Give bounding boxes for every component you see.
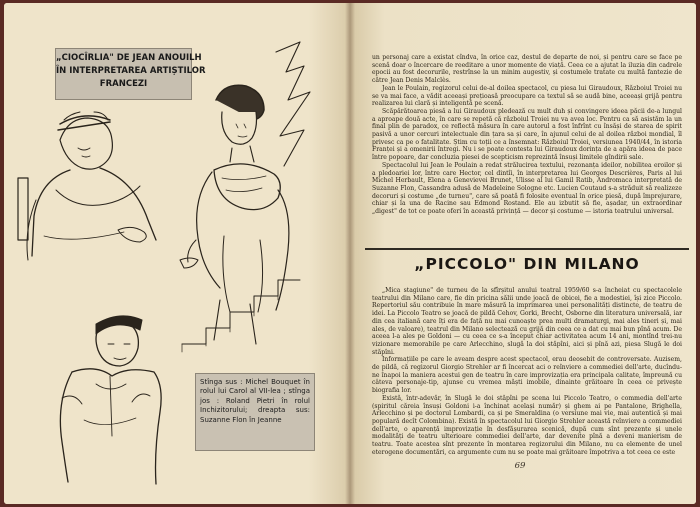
- sketch-carol-figure: [18, 112, 156, 260]
- title-line-3: FRANCEZI: [99, 79, 148, 89]
- illustration-title-box: [55, 48, 206, 100]
- page-number: 69: [514, 461, 526, 471]
- paragraph: un personaj care a existat cîndva, în orice caz, destul de departe de noi, și pentru care se face pe scenă doar o încercare de reeditare a unor momente de viață. Ceea ce a ajutat la iluzia din cadrele epocii au fost decorurile, restrînse la un minim augestiv, și costumele tratate cu multă fantezie de către Jean Denis Malclès.: [372, 54, 682, 85]
- sketch-jeanne-figure: [180, 42, 310, 352]
- sketch-inquisitor-figure: [60, 316, 161, 484]
- section-heading: „PICCOLO" DIN MILANO: [414, 255, 640, 273]
- title-line-1: „CIOCÎRLIA" DE JEAN ANOUILH: [56, 53, 202, 63]
- section-divider: [365, 248, 689, 250]
- paragraph: „Mica stagiune" de turneu de la sfîrșitul anului teatral 1959/60 s-a încheiat cu spectacolele teatrului din Milano care, fie din pricina sălii unde joacă de obicei, fie a modestiei, își zice Piccolo. Repertoriul său contribuie în mare măsură la imprimarea unei personalități distincte, de teatru de idei. La Piccolo Teatro se joacă de pildă Cehov, Gorki, Brecht, Osborne din literatura universală, iar din cea italiană care îți era de față nu mai cunoaște prea multi dramaturgi, mai ales tineri și, mai ales, de valoare), teatrul din Milano selectează cu grijă din ceea ce a dat cu mai bun pînă acum. De aceea l-a ales pe Goldoni — cu ceea ce s-a început chiar activitatea acum 14 ani, montînd trei-nu vizionare memorabile pe care Arlecchino, slugă la doi stăpîni, aici și pînă azi, piesa Slugă le doi stăpîni.: [372, 287, 682, 356]
- paragraph: Informațiile pe care le aveam despre acest spectacol, erau deosebit de controversate. Auzisem, de pildă, că regizorul Giorgio Strehler ar fi încercat aci o reînviere a commediei dell'arte, ducîndu-ne înapoi la maniera acestui gen de teatru în care improvizația era principala calitate, împreună cu câteva personaje-tip, ajunse cu vremea măști imobile, dinainte grăitoare în ceea ce privește biografia lor.: [372, 356, 682, 395]
- paragraph: Jean le Poulain, regizorul celui de-al doilea spectacol, cu piesa lui Giraudoux, Războiul Troiei nu se va mai face, a vădit aceeași prețioasă preocupare ca textul să se audă bine, aceeași grijă pentru realizarea lui clară și inteligentă pe scenă.: [372, 84, 682, 108]
- paragraph: Scăpărătoarea piesă a lui Giraudoux pledează cu mult duh și convingere ideea păcii de-a lungul a aproape două acte, în care se repetă că războiul Troiei nu va avea loc. Pentru ca să asistăm la un final plin de paradox, ce reflectă măsura în care autorul a fost înfrînt cu însăși de starea de spirit pasivă a unor cercuri intelectuale din țara sa și care, în ajunul celui de al doilea război mondial, îl privesc ca pe o fatalitate. Știm cu toții ce a însemnat: Războiul Troiei, versiunea 1940/44, în istoria Franței și a omenirii întregi. Nu i se poate contesta lui Giraudoux dorința de a apăra ideea de pace între popoare, dar concluzia piesei de scepticism reprezintă însuși limitele gîndirii sale.: [372, 107, 682, 162]
- paragraph: Există, într-adevăr, în Slugă le doi stăpîni pe scena lui Piccolo Teatro, o commedia dell'arte (spiritul căreia însuși Goldoni i-a închinat același număr) și ghem ai pe Pantalone, Brighella, Arlecchino și pe doctorul Lombardi, ca și pe Smeraldina (o versiune mai vie, mai autentică și mai populară decît Colombina). Există în spectacolul lui Giorgio Strehler această reînviere a commediei dell'arte, o aparență improvizație în desfășurarea scenică, după cum sînt prezente și unele modalități de teatru ulterioare commediei dell'arte, dar devenite pînă a deveni manierism de teatru. Toate acestea sînt prezente în montarea regizorului din Milano, nu ca elemente de unel eterogene documentări, ca argumente cum nu se poate mai grăitoare împotriva a tot ceea ce este: [372, 394, 682, 456]
- title-line-2: ÎN INTERPRETAREA ARTIȘTILOR: [56, 66, 206, 76]
- piccolo-article-text: [372, 287, 682, 456]
- paragraph: Spectacolul lui Jean le Poulain a redat strălucirea textului, rezonanța ideilor, nobilitea eroilor și a pledoariei lor, între care Hector, cel dintîi, în interpretarea lui Georges Descrières, Paris al lui Michel Herbault, Elena a Genevievei Brunet, Ulisse al lui Gamil Ratib, Andromaca interpretată de Suzanne Flon, Cassandra adusă de Madeleine Sologne etc. Lucien Coutaud s-a străduit să realizeze decoruri și costume „de turneu", care să poată fi folosite eventual în orice piesă, după împrejurare, chiar și la una de Racine sau Edmond Rostand. Ele au izbutit să fie, așadar, un extraordinar „digest" de tot ce poate oferi în această privință — decor și costume — istoria teatrului universal.: [372, 161, 682, 216]
- illustration-caption: Stînga sus : Michel Bouquet în rolul lui Carol al VII-lea ; stînga jos : Roland Pietri în rolul Inchizitorului; dreapta sus: Suzanne Flon în Jeanne: [195, 373, 315, 451]
- article-continued-text: [372, 54, 682, 216]
